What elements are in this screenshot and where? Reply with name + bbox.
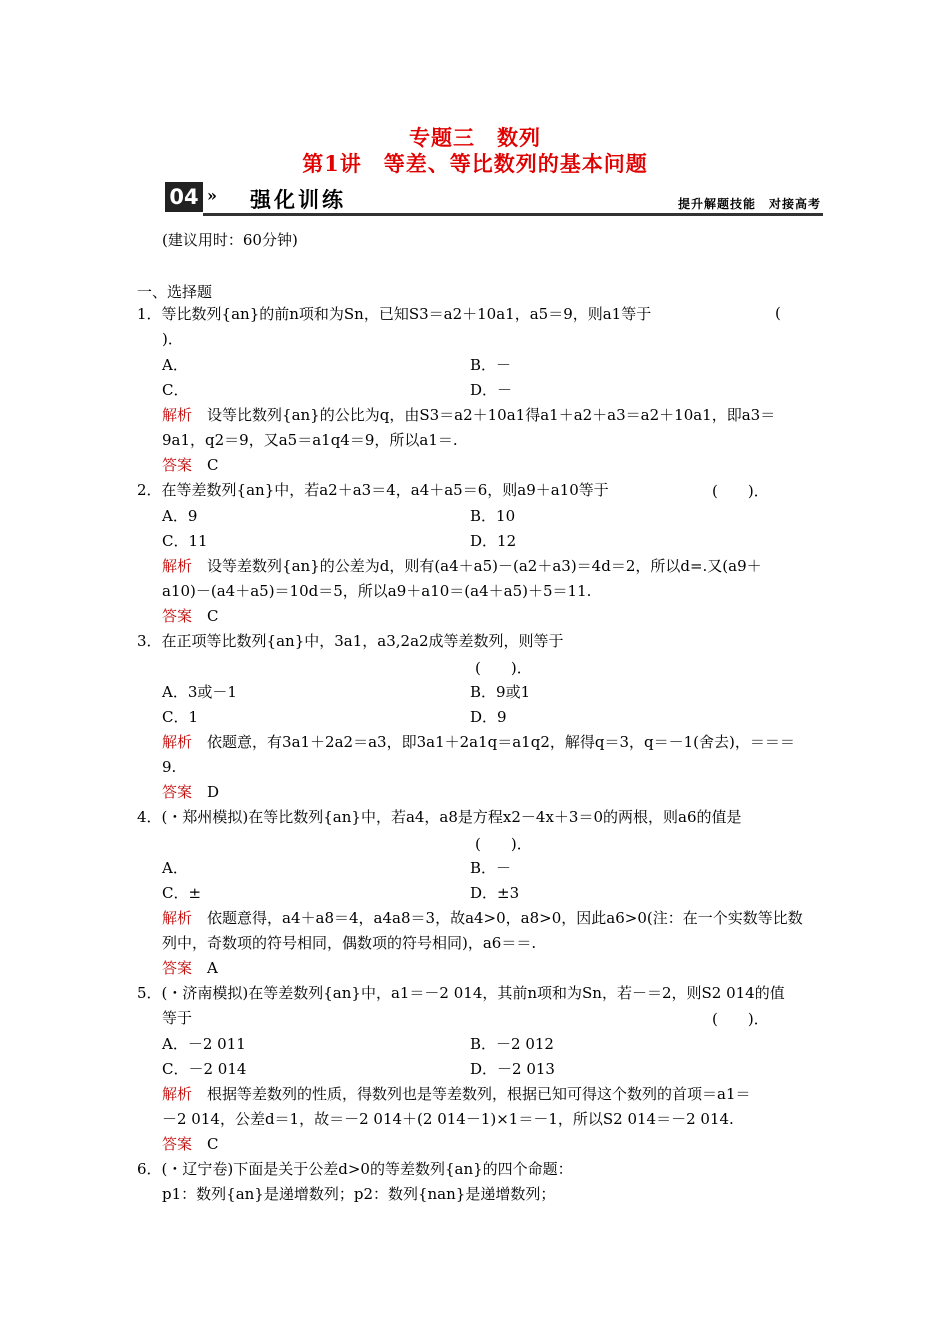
time-note: (建议用时：60分钟) [162, 231, 298, 249]
q5-option-a: A．－2 011 [162, 1035, 246, 1053]
answer-label: 答案 [162, 1135, 193, 1153]
section-banner [165, 182, 823, 216]
analysis-label: 解析 [162, 909, 193, 927]
q5-option-b: B．－2 012 [470, 1035, 554, 1053]
q2-answer: 答案 C [162, 607, 219, 625]
q5-option-c: C．－2 014 [162, 1060, 247, 1078]
q6-propositions: p1：数列{an}是递增数列；p2：数列{nan}是递增数列； [162, 1185, 556, 1203]
q3-option-b: B．9或1 [470, 683, 531, 701]
q4-option-b: B．－ [470, 859, 512, 877]
q2-analysis-line1: 解析 设等差数列{an}的公差为d，则有(a4＋a5)－(a2＋a3)＝4d＝2，所以d=.又(a9＋ [162, 557, 762, 575]
q5-option-d: D．－2 013 [470, 1060, 555, 1078]
q3-paren: ( )． [475, 659, 532, 677]
q1-option-a: A． [162, 356, 188, 374]
q2-option-b: B．10 [470, 507, 516, 525]
q4-paren: ( )． [475, 835, 532, 853]
q3-stem: 3．在正项等比数列{an}中，3a1，a3,2a2成等差数列，则等于 [137, 632, 564, 650]
q2-analysis-line2: a10)－(a4＋a5)＝10d＝5，所以a9＋a10＝(a4＋a5)＋5＝11. [162, 582, 592, 600]
q4-option-c: C．± [162, 884, 202, 902]
q1-paren-open: ( [775, 304, 781, 322]
analysis-label: 解析 [162, 406, 193, 424]
q2-option-c: C．11 [162, 532, 208, 550]
analysis-label: 解析 [162, 557, 193, 575]
q2-stem: 2．在等差数列{an}中，若a2＋a3＝4，a4＋a5＝6，则a9＋a10等于 [137, 481, 609, 499]
q3-analysis-line2: 9. [162, 758, 177, 776]
section-heading-choice: 一、选择题 [137, 283, 213, 301]
q1-paren-close: )． [162, 330, 183, 348]
q2-option-d: D．12 [470, 532, 517, 550]
section-tagline: 提升解题技能 对接高考 [677, 197, 821, 211]
q3-answer: 答案 D [162, 783, 220, 801]
q3-option-c: C．1 [162, 708, 199, 726]
chevron-icon: » [207, 186, 217, 205]
answer-label: 答案 [162, 959, 193, 977]
q1-stem: 1．等比数列{an}的前n项和为Sn，已知S3＝a2＋10a1，a5＝9，则a1等于 [137, 305, 652, 323]
q1-answer: 答案 C [162, 456, 219, 474]
q5-analysis-line1: 解析 根据等差数列的性质，得数列也是等差数列，根据已知可得这个数列的首项＝a1＝ [162, 1085, 751, 1103]
section-number-badge: 04 [165, 182, 203, 212]
q4-analysis-line1: 解析 依题意得，a4＋a8＝4，a4a8＝3，故a4>0，a8>0，因此a6>0(注：在一个实数等比数 [162, 909, 803, 927]
banner-rule [203, 213, 823, 216]
analysis-label: 解析 [162, 1085, 193, 1103]
q4-option-d: D．±3 [470, 884, 520, 902]
q6-stem: 6．(・辽宁卷)下面是关于公差d>0的等差数列{an}的四个命题： [137, 1160, 573, 1178]
q1-option-b: B．－ [470, 356, 512, 374]
q2-option-a: A．9 [162, 507, 198, 525]
q5-stem-line2: 等于 [162, 1009, 193, 1027]
answer-label: 答案 [162, 456, 193, 474]
topic-title: 专题三 数列 [409, 125, 541, 150]
q3-analysis-line1: 解析 依题意，有3a1＋2a2＝a3，即3a1＋2a1q＝a1q2，解得q＝3，q＝－1(舍去)，＝＝＝ [162, 733, 795, 751]
section-heading: 强化训练 [250, 188, 346, 212]
q4-stem: 4．(・郑州模拟)在等比数列{an}中，若a4，a8是方程x2－4x＋3＝0的两根，则a6的值是 [137, 808, 742, 826]
q1-option-c: C． [162, 381, 189, 399]
q5-answer: 答案 C [162, 1135, 219, 1153]
q1-analysis-line2: 9a1，q2＝9，又a5＝a1q4＝9，所以a1＝. [162, 431, 458, 449]
q4-option-a: A． [162, 859, 188, 877]
q4-analysis-line2: 列中，奇数项的符号相同，偶数项的符号相同)，a6＝＝. [162, 934, 537, 952]
q5-stem-line1: 5．(・济南模拟)在等差数列{an}中，a1＝－2 014，其前n项和为Sn，若－＝2，则S2 014的值 [137, 984, 785, 1002]
q3-option-a: A．3或－1 [162, 683, 237, 701]
q4-answer: 答案 A [162, 959, 218, 977]
answer-label: 答案 [162, 783, 193, 801]
answer-label: 答案 [162, 607, 193, 625]
q5-analysis-line2: －2 014，公差d＝1，故＝－2 014＋(2 014－1)×1＝－1，所以S2 014＝－2 014. [162, 1110, 734, 1128]
q2-paren: ( )． [712, 482, 769, 500]
q1-analysis-line1: 解析 设等比数列{an}的公比为q，由S3＝a2＋10a1得a1＋a2＋a3＝a2＋10a1，即a3＝ [162, 406, 776, 424]
q1-option-d: D．－ [470, 381, 513, 399]
lesson-title: 第1讲 等差、等比数列的基本问题 [302, 151, 648, 176]
q3-option-d: D．9 [470, 708, 507, 726]
q5-paren: ( )． [712, 1010, 769, 1028]
analysis-label: 解析 [162, 733, 193, 751]
